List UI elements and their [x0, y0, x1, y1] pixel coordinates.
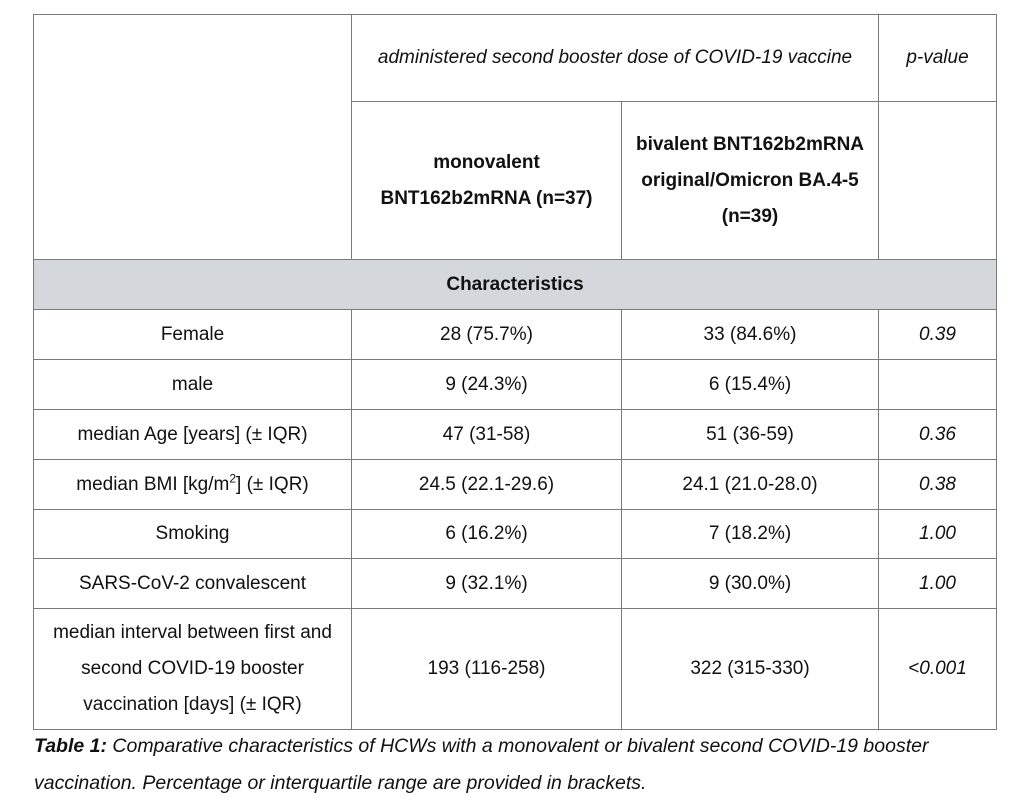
- cell-monovalent: 6 (16.2%): [352, 510, 622, 559]
- table-row: [34, 510, 997, 559]
- cell-pvalue: 0.36: [879, 410, 997, 460]
- cell-bivalent: 9 (30.0%): [622, 559, 879, 609]
- characteristics-table: [33, 14, 997, 730]
- cell-bivalent: 7 (18.2%): [622, 510, 879, 559]
- section-label: Characteristics: [34, 260, 997, 310]
- row-label: male: [34, 360, 352, 410]
- table-row: [34, 460, 997, 510]
- cell-monovalent: 193 (116-258): [352, 609, 622, 730]
- table-caption: [34, 728, 1004, 802]
- cell-monovalent: 9 (32.1%): [352, 559, 622, 609]
- cell-pvalue: 0.39: [879, 310, 997, 360]
- row-label: Smoking: [34, 510, 352, 559]
- cell-pvalue: [879, 360, 997, 410]
- cell-pvalue: <0.001: [879, 609, 997, 730]
- row-label: median interval between first and second COVID-19 booster vaccination [days] (± IQR): [34, 609, 352, 730]
- cell-monovalent: 47 (31-58): [352, 410, 622, 460]
- cell-bivalent: 51 (36-59): [622, 410, 879, 460]
- header-row-top: [34, 15, 997, 102]
- cell-pvalue: 1.00: [879, 510, 997, 559]
- pvalue-header: p-value: [879, 15, 997, 102]
- col-header-bivalent: bivalent BNT162b2mRNA original/Omicron BA.4-5 (n=39): [622, 102, 879, 260]
- col-header-monovalent: monovalent BNT162b2mRNA (n=37): [352, 102, 622, 260]
- table-row: [34, 410, 997, 460]
- section-row: [34, 260, 997, 310]
- cell-bivalent: 6 (15.4%): [622, 360, 879, 410]
- row-label: [34, 460, 352, 510]
- table-row: [34, 609, 997, 730]
- row-label-superscript: 2: [229, 471, 237, 486]
- header-corner-cell: [34, 15, 352, 260]
- row-label: median Age [years] (± IQR): [34, 410, 352, 460]
- cell-bivalent: 322 (315-330): [622, 609, 879, 730]
- row-label-text: median BMI [kg/m: [76, 473, 230, 495]
- caption-text: Comparative characteristics of HCWs with a monovalent or bivalent second COVID-19 booster vaccination. Percentage or interquartile range are provided in brackets.: [34, 735, 929, 794]
- table-row: [34, 559, 997, 609]
- cell-monovalent: 24.5 (22.1-29.6): [352, 460, 622, 510]
- table-row: [34, 310, 997, 360]
- row-label-text-end: ] (± IQR): [236, 473, 309, 495]
- group-header: administered second booster dose of COVID-19 vaccine: [352, 15, 879, 102]
- cell-bivalent: 24.1 (21.0-28.0): [622, 460, 879, 510]
- cell-pvalue: 1.00: [879, 559, 997, 609]
- cell-monovalent: 28 (75.7%): [352, 310, 622, 360]
- cell-bivalent: 33 (84.6%): [622, 310, 879, 360]
- row-label: Female: [34, 310, 352, 360]
- table-row: [34, 360, 997, 410]
- caption-label: Table 1:: [34, 735, 107, 757]
- cell-pvalue: 0.38: [879, 460, 997, 510]
- cell-monovalent: 9 (24.3%): [352, 360, 622, 410]
- pvalue-header-empty: [879, 102, 997, 260]
- row-label: SARS-CoV-2 convalescent: [34, 559, 352, 609]
